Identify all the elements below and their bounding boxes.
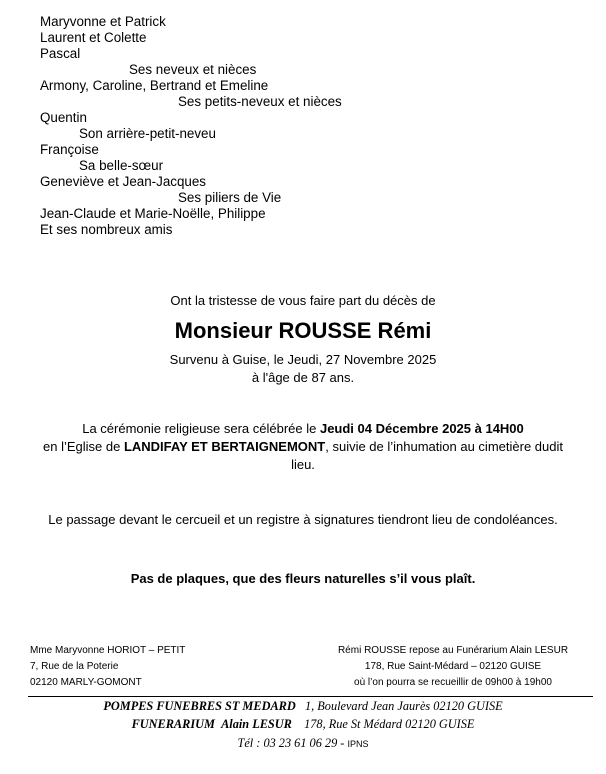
family-line: Françoise bbox=[40, 142, 99, 157]
pompes-name: POMPES FUNEBRES ST MEDARD bbox=[103, 699, 296, 713]
family-line: Quentin bbox=[40, 110, 87, 125]
family-line: Geneviève et Jean-Jacques bbox=[40, 174, 206, 189]
family-relation: Ses neveux et nièces bbox=[129, 62, 257, 77]
contact-right-line: Rémi ROUSSE repose au Funérarium Alain LESUR bbox=[337, 645, 569, 656]
ceremony-date: Jeudi 04 Décembre 2025 à 14H00 bbox=[319, 421, 524, 436]
contact-left-city: 02120 MARLY-GOMONT bbox=[30, 677, 142, 688]
ipns-label: IPNS bbox=[347, 739, 369, 749]
family-relation: Ses petits-neveux et nièces bbox=[178, 94, 342, 109]
family-line: Maryvonne et Patrick bbox=[40, 14, 166, 29]
funerarium-name: Alain LESUR bbox=[221, 717, 292, 731]
ceremony-place: LANDIFAY ET BERTAIGNEMONT bbox=[123, 439, 326, 454]
deceased-name: Monsieur ROUSSE Rémi bbox=[174, 318, 432, 343]
family-relation: Son arrière-petit-neveu bbox=[79, 126, 216, 141]
ceremony-line-1 bbox=[0, 421, 606, 436]
ceremony-line-2 bbox=[0, 439, 606, 454]
ceremony-line-3: lieu. bbox=[291, 457, 315, 472]
footer-funerarium bbox=[0, 717, 606, 732]
family-line: Et ses nombreux amis bbox=[40, 222, 173, 237]
contact-right-line: 178, Rue Saint-Médard – 02120 GUISE bbox=[364, 661, 542, 672]
contact-left-street: 7, Rue de la Poterie bbox=[30, 661, 119, 672]
phone-number: Tél : 03 23 61 06 29 - bbox=[237, 736, 345, 750]
contact-right-line: où l’on pourra se recueillir de 09h00 à 19h00 bbox=[354, 677, 552, 688]
ceremony-pre: en l’Eglise de bbox=[43, 439, 124, 454]
family-line: Laurent et Colette bbox=[40, 30, 147, 45]
death-line: Survenu à Guise, le Jeudi, 27 Novembre 2025 bbox=[169, 352, 437, 367]
funerarium-address: 178, Rue St Médard 02120 GUISE bbox=[304, 717, 475, 731]
age-line: à l'âge de 87 ans. bbox=[251, 370, 355, 385]
contact-left-name: Mme Maryvonne HORIOT – PETIT bbox=[30, 645, 186, 656]
ceremony-text: La cérémonie religieuse sera célébrée le bbox=[82, 421, 320, 436]
family-line: Jean-Claude et Marie-Noëlle, Philippe bbox=[40, 206, 266, 221]
family-line: Armony, Caroline, Bertrand et Emeline bbox=[40, 78, 269, 93]
announcement-intro: Ont la tristesse de vous faire part du décès de bbox=[170, 293, 436, 308]
condolences-note: Le passage devant le cercueil et un registre à signatures tiendront lieu de condoléances. bbox=[48, 512, 558, 527]
family-relation: Sa belle-sœur bbox=[79, 158, 164, 173]
footer-divider bbox=[28, 696, 593, 697]
family-line: Pascal bbox=[40, 46, 81, 61]
pompes-address: 1, Boulevard Jean Jaurès 02120 GUISE bbox=[304, 699, 503, 713]
footer-phone bbox=[0, 736, 606, 751]
flowers-note: Pas de plaques, que des fleurs naturelles s’il vous plaît. bbox=[130, 571, 476, 586]
footer-pompes bbox=[0, 699, 606, 714]
family-relation: Ses piliers de Vie bbox=[178, 190, 282, 205]
ceremony-post: , suivie de l’inhumation au cimetière dudit bbox=[325, 439, 563, 454]
funerarium-label: FUNERARIUM bbox=[131, 717, 215, 731]
